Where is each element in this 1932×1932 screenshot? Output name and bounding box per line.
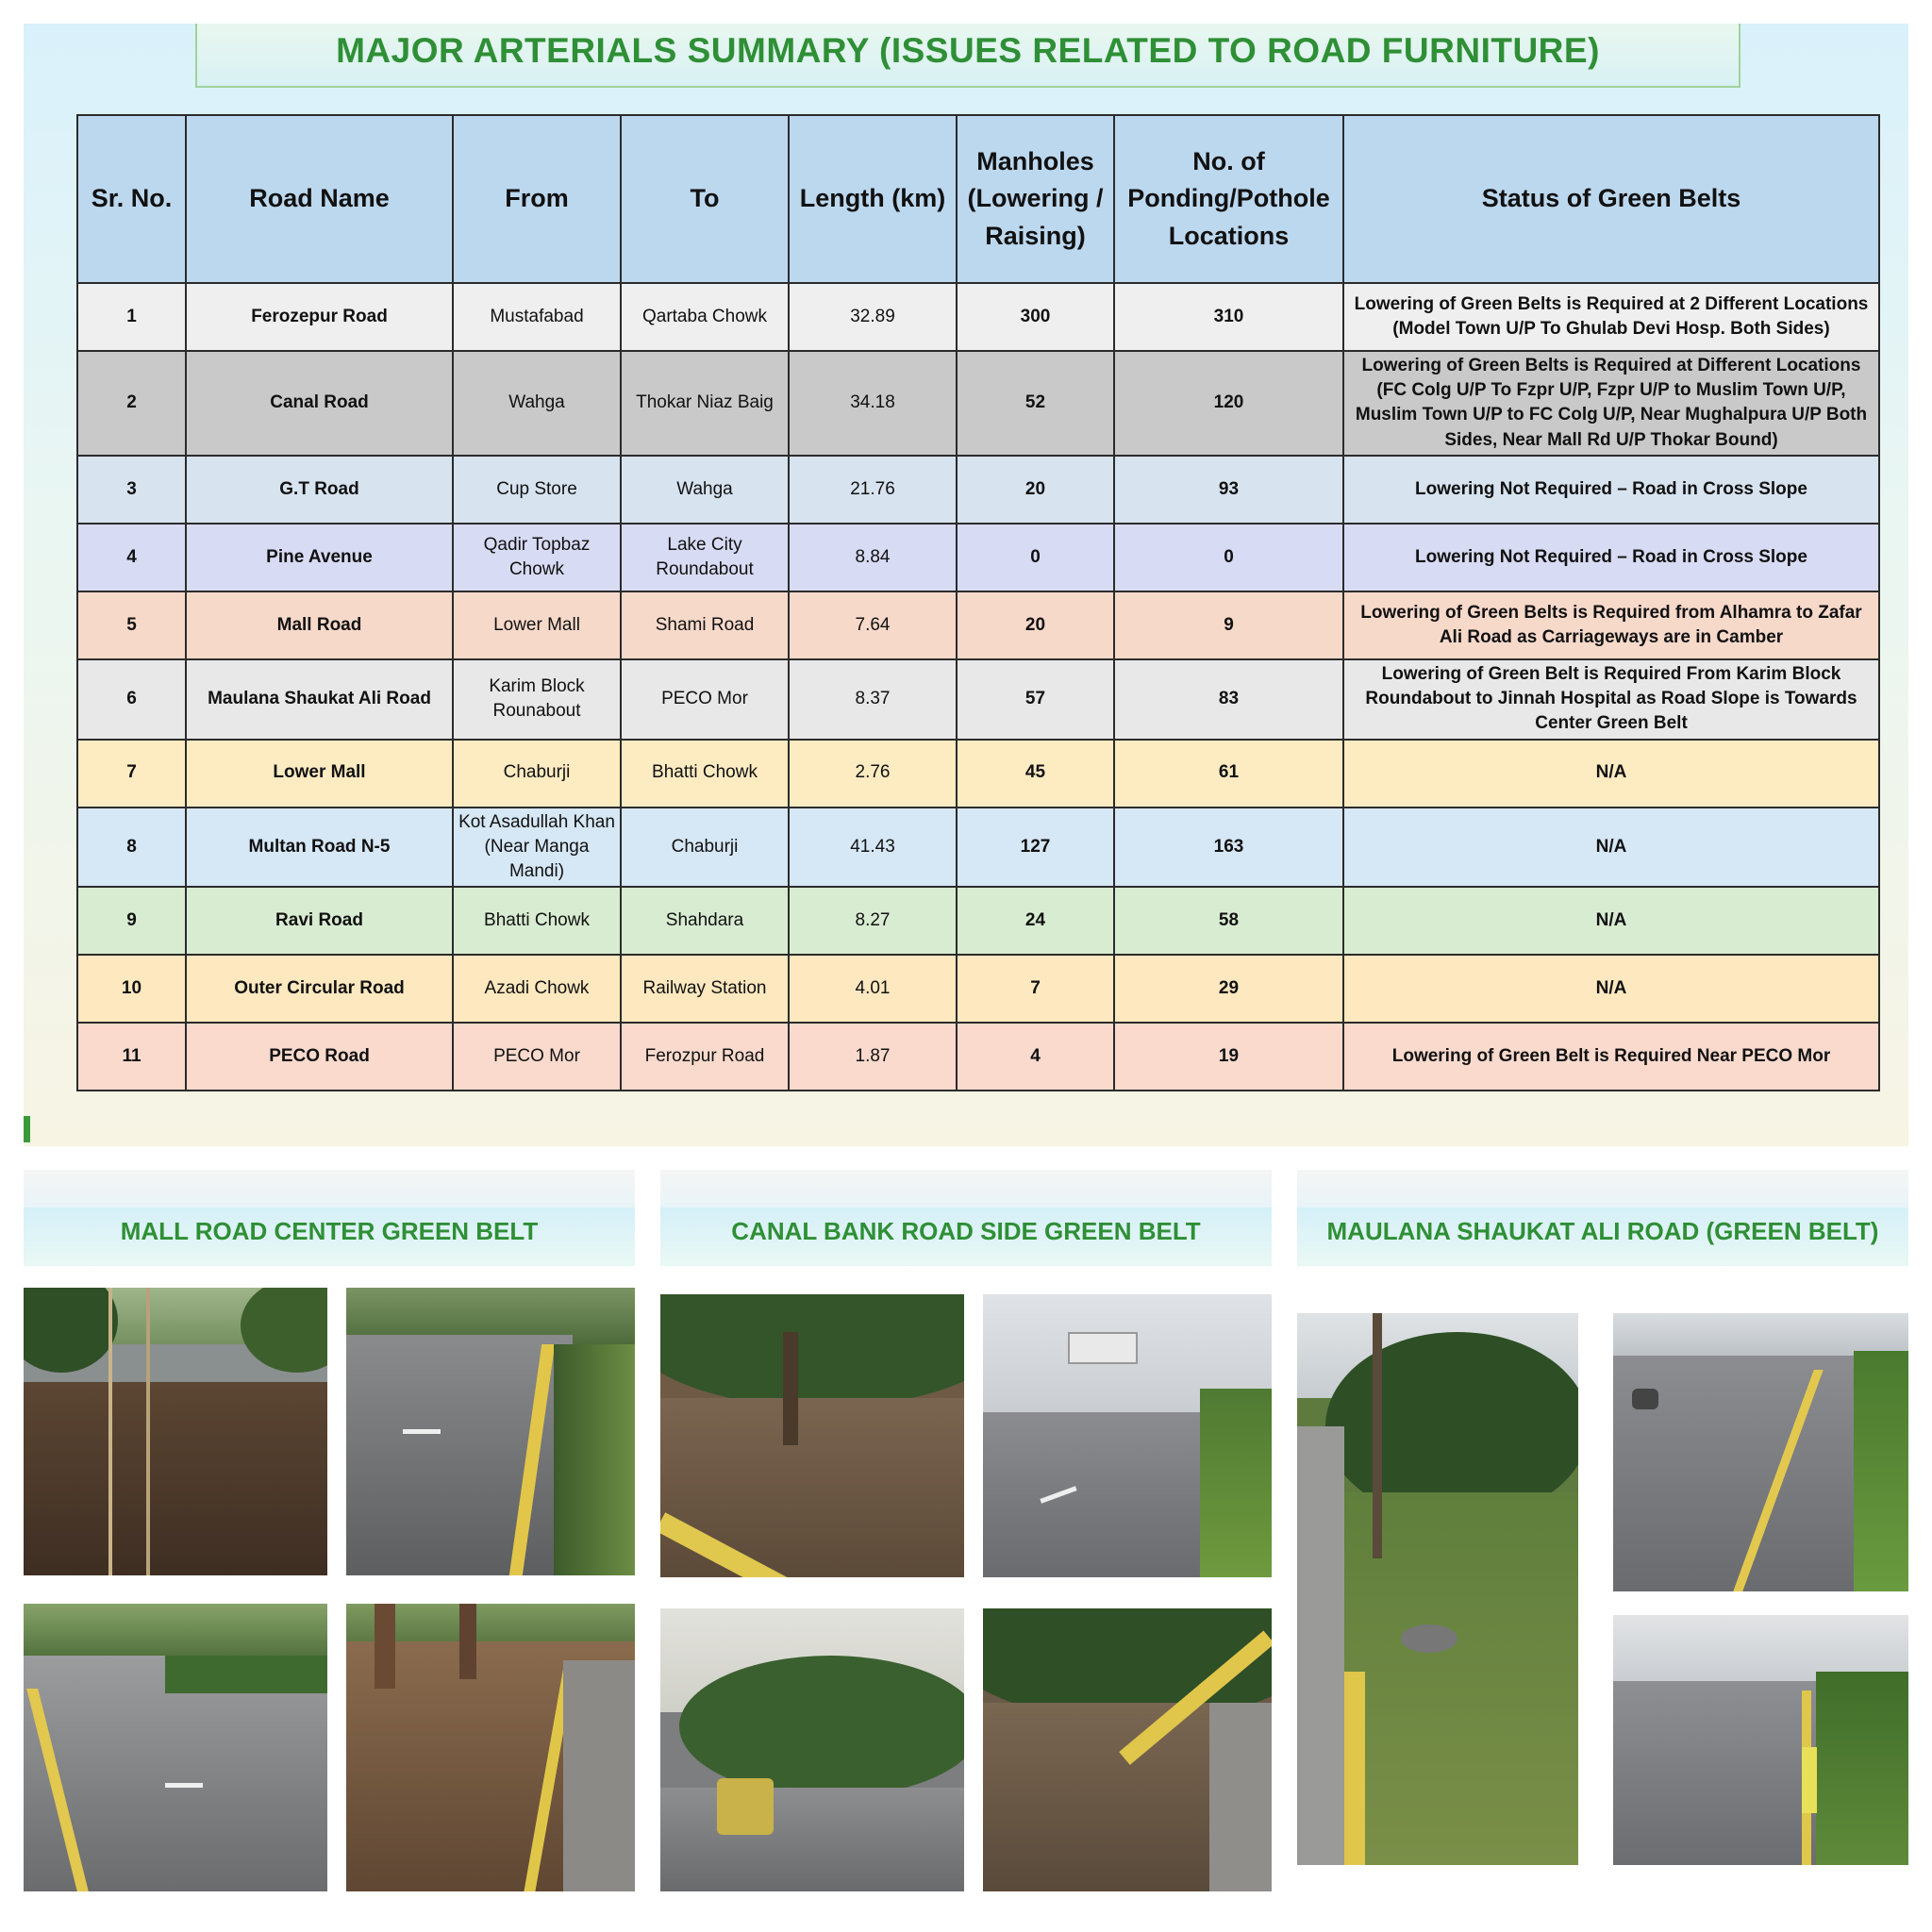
cell-from: Karim Block Rounabout [453, 659, 621, 740]
slide-accent-bar [24, 1116, 30, 1142]
table-header-row [77, 115, 1879, 283]
cell-ponding: 93 [1114, 456, 1343, 524]
cell-sr: 9 [77, 887, 186, 955]
cell-sr: 1 [77, 283, 186, 351]
cell-status: Lowering Not Required – Road in Cross Slope [1343, 524, 1879, 591]
cell-to: Thokar Niaz Baig [621, 351, 789, 456]
cell-sr: 4 [77, 524, 186, 591]
cell-length: 34.18 [789, 351, 957, 456]
col-header-manholes: Manholes (Lowering / Raising) [957, 115, 1114, 283]
col-header-from: From [453, 115, 621, 283]
cell-manholes: 300 [957, 283, 1114, 351]
cell-status: Lowering Not Required – Road in Cross Slope [1343, 456, 1879, 524]
cell-sr: 6 [77, 659, 186, 740]
table-row [77, 955, 1879, 1023]
cell-manholes: 127 [957, 808, 1114, 888]
table-row [77, 351, 1879, 456]
cell-to: Wahga [621, 456, 789, 524]
col-header-to: To [621, 115, 789, 283]
cell-length: 2.76 [789, 740, 957, 808]
table-row [77, 456, 1879, 524]
canal-road-photo-1 [660, 1294, 964, 1577]
panel-canal-bank-road [660, 1170, 1272, 1908]
table-row [77, 283, 1879, 351]
slide-title: MAJOR ARTERIALS SUMMARY (ISSUES RELATED TO ROAD FURNITURE) [336, 31, 1600, 70]
cell-ponding: 83 [1114, 659, 1343, 740]
cell-from: Bhatti Chowk [453, 887, 621, 955]
canal-road-photo-4 [983, 1608, 1272, 1891]
cell-road: Ravi Road [186, 887, 453, 955]
cell-from: Kot Asadullah Khan (Near Manga Mandi) [453, 808, 621, 888]
cell-length: 21.76 [789, 456, 957, 524]
cell-from: Lower Mall [453, 591, 621, 659]
canal-road-photo-3 [660, 1608, 964, 1891]
col-header-status: Status of Green Belts [1343, 115, 1879, 283]
table-row [77, 887, 1879, 955]
arterials-table [76, 114, 1880, 1091]
cell-ponding: 19 [1114, 1023, 1343, 1091]
cell-to: Ferozpur Road [621, 1023, 789, 1091]
cell-from: Chaburji [453, 740, 621, 808]
table-row [77, 740, 1879, 808]
cell-from: Qadir Topbaz Chowk [453, 524, 621, 591]
cell-length: 4.01 [789, 955, 957, 1023]
cell-road: Outer Circular Road [186, 955, 453, 1023]
canal-road-photo-2 [983, 1294, 1272, 1577]
cell-manholes: 57 [957, 659, 1114, 740]
cell-manholes: 4 [957, 1023, 1114, 1091]
cell-road: PECO Road [186, 1023, 453, 1091]
cell-manholes: 7 [957, 955, 1114, 1023]
cell-ponding: 0 [1114, 524, 1343, 591]
cell-road: Multan Road N-5 [186, 808, 453, 888]
cell-length: 7.64 [789, 591, 957, 659]
cell-ponding: 163 [1114, 808, 1343, 888]
table-row [77, 1023, 1879, 1091]
cell-to: Chaburji [621, 808, 789, 888]
cell-sr: 5 [77, 591, 186, 659]
cell-length: 1.87 [789, 1023, 957, 1091]
panel-header [1297, 1208, 1908, 1266]
cell-ponding: 61 [1114, 740, 1343, 808]
panel-mall-road [24, 1170, 635, 1908]
cell-from: Cup Store [453, 456, 621, 524]
table-row [77, 591, 1879, 659]
col-header-sr-no: Sr. No. [77, 115, 186, 283]
panel-header [660, 1208, 1272, 1266]
cell-sr: 10 [77, 955, 186, 1023]
cell-manholes: 24 [957, 887, 1114, 955]
cell-length: 8.37 [789, 659, 957, 740]
cell-to: Shahdara [621, 887, 789, 955]
cell-ponding: 310 [1114, 283, 1343, 351]
mall-road-photo-3 [24, 1604, 327, 1891]
cell-road: G.T Road [186, 456, 453, 524]
cell-road: Lower Mall [186, 740, 453, 808]
cell-ponding: 120 [1114, 351, 1343, 456]
cell-road: Ferozepur Road [186, 283, 453, 351]
maulana-road-photo-2 [1613, 1313, 1908, 1591]
cell-from: PECO Mor [453, 1023, 621, 1091]
cell-from: Azadi Chowk [453, 955, 621, 1023]
cell-from: Wahga [453, 351, 621, 456]
cell-status: Lowering of Green Belts is Required from Alhamra to Zafar Ali Road as Carriageways are in Camber [1343, 591, 1879, 659]
cell-length: 41.43 [789, 808, 957, 888]
mall-road-photo-2 [346, 1288, 635, 1575]
table-row [77, 659, 1879, 740]
cell-sr: 2 [77, 351, 186, 456]
panel-header [24, 1208, 635, 1266]
cell-to: PECO Mor [621, 659, 789, 740]
cell-status: Lowering of Green Belt is Required Near PECO Mor [1343, 1023, 1879, 1091]
cell-status: N/A [1343, 740, 1879, 808]
maulana-road-photo-1 [1297, 1313, 1578, 1865]
maulana-road-photo-3 [1613, 1615, 1908, 1865]
cell-status: N/A [1343, 955, 1879, 1023]
panel-title: MAULANA SHAUKAT ALI ROAD (GREEN BELT) [1326, 1217, 1879, 1245]
cell-length: 32.89 [789, 283, 957, 351]
cell-sr: 11 [77, 1023, 186, 1091]
cell-sr: 7 [77, 740, 186, 808]
cell-road: Canal Road [186, 351, 453, 456]
cell-status: Lowering of Green Belts is Required at Different Locations (FC Colg U/P To Fzpr U/P, Fzpr U/P to Muslim Town U/P, Muslim Town U/P to FC Colg U/P, Near Mughalpura U/P Both Sides, Near Mall Rd U/P Thokar Bound) [1343, 351, 1879, 456]
cell-manholes: 20 [957, 591, 1114, 659]
cell-manholes: 52 [957, 351, 1114, 456]
panel-title: MALL ROAD CENTER GREEN BELT [120, 1217, 539, 1245]
cell-ponding: 9 [1114, 591, 1343, 659]
cell-sr: 8 [77, 808, 186, 888]
cell-length: 8.27 [789, 887, 957, 955]
cell-from: Mustafabad [453, 283, 621, 351]
cell-ponding: 58 [1114, 887, 1343, 955]
col-header-road-name: Road Name [186, 115, 453, 283]
table-row [77, 524, 1879, 591]
panel-title: CANAL BANK ROAD SIDE GREEN BELT [731, 1217, 1201, 1245]
cell-road: Pine Avenue [186, 524, 453, 591]
mall-road-photo-1 [24, 1288, 327, 1575]
cell-to: Qartaba Chowk [621, 283, 789, 351]
cell-to: Lake City Roundabout [621, 524, 789, 591]
summary-slide [24, 24, 1908, 1146]
col-header-length: Length (km) [789, 115, 957, 283]
cell-road: Maulana Shaukat Ali Road [186, 659, 453, 740]
cell-manholes: 45 [957, 740, 1114, 808]
slide-title-box [195, 24, 1740, 88]
cell-to: Shami Road [621, 591, 789, 659]
cell-status: N/A [1343, 808, 1879, 888]
col-header-ponding: No. of Ponding/Pothole Locations [1114, 115, 1343, 283]
cell-length: 8.84 [789, 524, 957, 591]
cell-manholes: 20 [957, 456, 1114, 524]
cell-sr: 3 [77, 456, 186, 524]
cell-status: Lowering of Green Belts is Required at 2 Different Locations (Model Town U/P To Ghulab Devi Hosp. Both Sides) [1343, 283, 1879, 351]
cell-status: Lowering of Green Belt is Required From Karim Block Roundabout to Jinnah Hospital as Road Slope is Towards Center Green Belt [1343, 659, 1879, 740]
cell-manholes: 0 [957, 524, 1114, 591]
mall-road-photo-4 [346, 1604, 635, 1891]
table-row [77, 808, 1879, 888]
cell-to: Bhatti Chowk [621, 740, 789, 808]
cell-ponding: 29 [1114, 955, 1343, 1023]
arterials-table-wrap [76, 114, 1878, 1091]
cell-status: N/A [1343, 887, 1879, 955]
cell-to: Railway Station [621, 955, 789, 1023]
cell-road: Mall Road [186, 591, 453, 659]
panel-maulana-shaukat-ali-road [1297, 1170, 1908, 1908]
